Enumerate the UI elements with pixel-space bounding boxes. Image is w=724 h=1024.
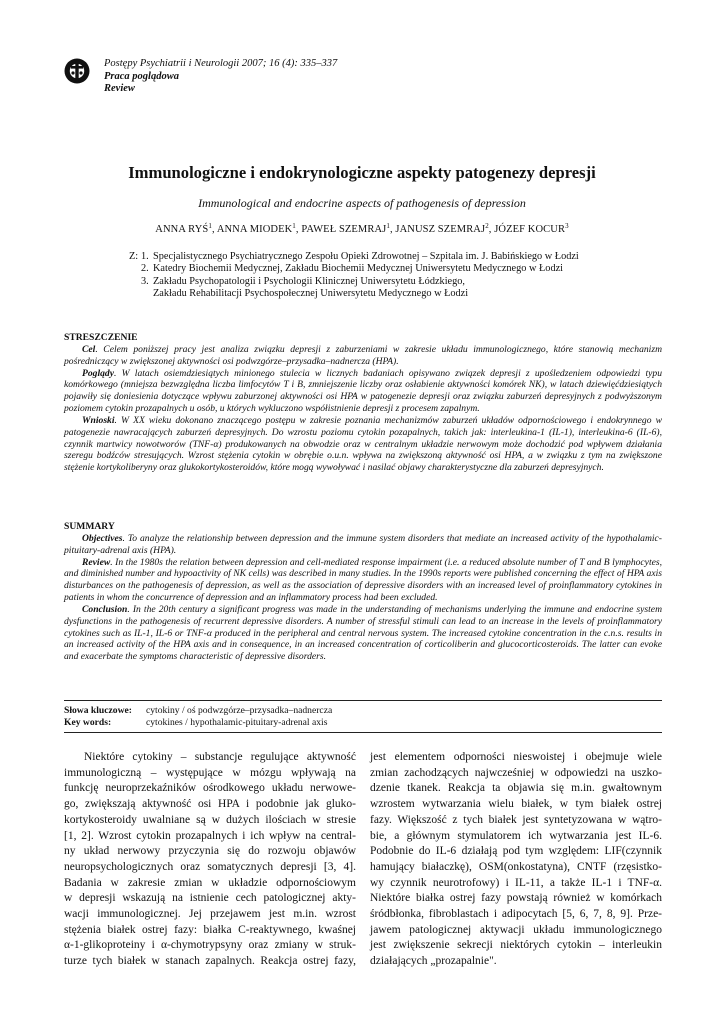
article-title: Immunologiczne i endokrynologiczne aspekty patogenezy depresji — [128, 163, 596, 182]
divider-bottom — [64, 732, 662, 733]
body-line: Niektóre białka ostrej fazy powstają również w komórkach — [370, 892, 662, 905]
streszczenie-section — [64, 332, 662, 474]
author: PAWEŁ SZEMRAJ$^1$ — [301, 222, 390, 235]
body-line: immunologiczną – występujące w mózgu wpływają na — [64, 766, 356, 779]
body-line: wzrostem wytwarzania wielu białek, w tym białek ostrej — [370, 798, 662, 811]
body-line: kortykosteroidy uwalniane są w dużych ilościach w stresie — [64, 813, 356, 826]
body-line: turze tych białek w stanach zapalnych. Reakcja ostrej fazy, — [64, 955, 356, 968]
keywords-en: Key words: cytokines / hypothalamic-pituitary-adrenal axis — [64, 717, 328, 728]
body-line: ny układ nerwowy przyczynia się do rozwoju objawów — [64, 845, 356, 858]
body-line: dzenie tkanek. Reakcja ta objawia się m.in. gwałtownym — [370, 782, 662, 795]
journal-logo-icon — [64, 58, 90, 84]
summary-paragraph: Objectives. To analyze the relationship between depression and the immune system disorders that mediate an increased activity of the hypothalamic-pituitary-adrenal axis (HPA). — [64, 532, 662, 556]
author: ANNA RYŚ$^1$ — [155, 222, 212, 235]
author-list: ANNA RYŚ$^1$, ANNA MIODEK$^1$, PAWEŁ SZEMRAJ$^1$, JANUSZ SZEMRAJ$^2$, JÓZEF KOCUR$^3$ — [155, 222, 569, 235]
body-line: jawem patologicznej aktywacji układu immunologicznego — [370, 923, 662, 936]
body-line: Podobnie do IL-6 działają pod tym względem: LIF(czynnik — [370, 845, 662, 858]
body-line: hamujący białaczkę), OSM(onkostatyna), CNTF (rzęsistko- — [370, 860, 662, 873]
body-column-right — [370, 750, 662, 970]
body-line: w depresji wskazują na istnienie cech patologicznej akty- — [64, 892, 356, 905]
affiliation-row: 2. Katedry Biochemii Medycznej, Zakładu Biochemii Medycznej Uniwersytetu Medycznego w Łodzi — [141, 263, 564, 275]
body-line: neuropsychologicznych oraz somatycznych depresji [3, 4]. — [64, 860, 356, 873]
body-line: [1, 2]. Wzrost cytokin prozapalnych i ich wpływ na central- — [64, 829, 356, 842]
body-line: go, zwiększają aktywność osi HPA i podobnie jak gluko- — [64, 798, 356, 811]
body-line: działających „prozapalnie". — [370, 955, 497, 968]
body-line: wy czynnik neurotrofowy) i IL-11, a także IL-1 i TNF-α. — [370, 876, 662, 889]
journal-header — [104, 58, 337, 96]
article-type-en: Review — [104, 83, 135, 94]
keywords-pl: Słowa kluczowe: cytokiny / oś podwzgórze–przysadka–nadnercza — [64, 705, 333, 716]
summary-paragraph: Conclusion. In the 20th century a significant progress was made in the understanding of mechanisms underlying the immune and endocrine system dysfunctions in the pathogenesis of recurrent depressive disorders. A number of stressful stimuli can lead to an increase in the levels of proinflammatory cytokines such as IL-1, IL-6 or TNF-α produced in the peripheral and central nervous system. The increased cytokine concentration in the c.n.s. results in an increased activity of the HPA axis and in consequence, in an increased concentration of corticoliberin and glucocorticosteroids. The latter can evoke and exacerbate the symptoms characteristic of depressive disorders. — [64, 603, 662, 663]
affiliations — [129, 251, 579, 301]
body-line: stężenia białek ostrej fazy: białka C-reaktywnego, kwaśnej — [64, 923, 356, 936]
summary-section — [64, 521, 662, 663]
body-line: Badania w zakresie zmian w układzie odpornościowym — [64, 876, 356, 889]
body-line: α-1-glikoproteiny i α-chymotrypsyny oraz zmiany w struk- — [64, 939, 356, 952]
author: JÓZEF KOCUR$^3$ — [494, 222, 569, 235]
affiliation-row: Zakładu Rehabilitacji Psychospołecznej Uniwersytetu Medycznego w Łodzi — [153, 288, 469, 300]
body-line: śródbłonka, fibroblastach i adipocytach [5, 6, 7, 8, 9]. Prze- — [370, 908, 662, 921]
body-line: bie, a głównym stymulatorem ich wytwarzania jest IL-6. — [370, 829, 662, 842]
summary-paragraph: Review. In the 1980s the relation between depression and cell-mediated response impairment (i.e. a reduced absolute number of T and B lymphocytes, and diminished number and hypoactivity of NK cells) was described in many studies. In the 1990s reports were published concerning the effect of HPA axis disturbances on the pathogenesis of depression, as well as the association of depressive disorders with an increased level of proinflammatory cytokines in patients in whom the concurrence of depression and an inflammatory process had been excluded. — [64, 556, 662, 604]
body-line: wacji immunologicznej. Jej przejawem jest m.in. wzrost — [64, 908, 356, 921]
streszczenie-heading: STRESZCZENIE — [64, 332, 138, 343]
affiliation-row: 1. Specjalistycznego Psychiatrycznego Zespołu Opieki Zdrowotnej – Szpitala im. J. Babińskiego w Łodzi — [141, 251, 579, 262]
abstract-paragraph: Cel. Celem poniższej pracy jest analiza związku depresji z zaburzeniami w zakresie układu immunologicznego, które stanowią mechanizm pośredniczący w zwiększonej aktywności osi podwzgórze–przysadka–nadnercza (HPA). — [64, 343, 662, 367]
article-subtitle: Immunological and endocrine aspects of pathogenesis of depression — [198, 196, 526, 210]
author: ANNA MIODEK$^1$ — [216, 222, 296, 235]
divider-top — [64, 700, 662, 701]
summary-heading: SUMMARY — [64, 521, 115, 532]
abstract-paragraph: Wnioski. W XX wieku dokonano znaczącego postępu w zakresie poznania mechanizmów zaburzeń układów odpornościowego i endokrynnego w patogenezie nawracających zaburzeń depresyjnych. Do wzrostu poziomu cytokin pozapalnych, takich jak: interleukina-1 (IL-1), interleukina-6 (IL-6), czynnik martwicy nowotworów (TNF-α) produkowanych na obwodzie oraz w centralnym układzie nerwowym może dochodzić pod wpływem działania szeregu bodźców stresujących. Wzrost stężenia cytokin w obrębie o.u.n. wpływa na zwiększoną aktywność osi HPA, a w związku z tym na zwiększone stężenie kortykoliberyny oraz glukokortykosteroidów, które mogą wywoływać i nasilać objawy charakterystyczne dla zaburzeń depresyjnych. — [64, 414, 662, 474]
article-type-pl: Praca poglądowa — [104, 70, 179, 82]
body-column-left — [64, 750, 356, 970]
body-line: jest zwiększenie sekrecji niektórych cytokin – interleukin — [370, 939, 662, 952]
body-line: funkcję neuroprzekaźników ośrodkowego układu nerwowe- — [64, 782, 356, 795]
body-line: zmian zachodzących najwcześniej w odpowiedzi na uszko- — [370, 766, 662, 779]
affiliation-prefix: Z: — [129, 251, 139, 262]
journal-citation: Postępy Psychiatrii i Neurologii 2007; 16 (4): 335–337 — [104, 58, 338, 69]
body-line: jest elementem odporności nieswoistej i obejmuje wiele — [370, 751, 662, 763]
abstract-paragraph: Poglądy. W latach osiemdziesiątych minionego stulecia w licznych badaniach opisywano związek depresji z upośledzeniem odpowiedzi typu komórkowego (mniejsza bezwzględna liczba limfocytów T i B, zmniejszenie liczby oraz osłabienie aktywności komórek NK), w latach dziewięćdziesiątych pojawiły się doniesienia dotyczące wpływu zaburzonej aktywności osi HPA w patogenezie depresji oraz związku zaburzeń depresyjnych z podwyższonym poziomem cytokin prozapalnych u osób, u których wykluczono współistnienie depresji z procesem zapalnym. — [64, 367, 662, 415]
affiliation-row: 3. Zakładu Psychopatologii i Psychologii Klinicznej Uniwersytetu Łódzkiego, — [141, 275, 465, 287]
body-line: Niektóre cytokiny – substancje regulujące aktywność — [84, 751, 356, 763]
body-line: fazy. Większość z tych białek jest syntetyzowana w wątro- — [370, 813, 662, 826]
author: JANUSZ SZEMRAJ$^2$ — [395, 222, 489, 235]
